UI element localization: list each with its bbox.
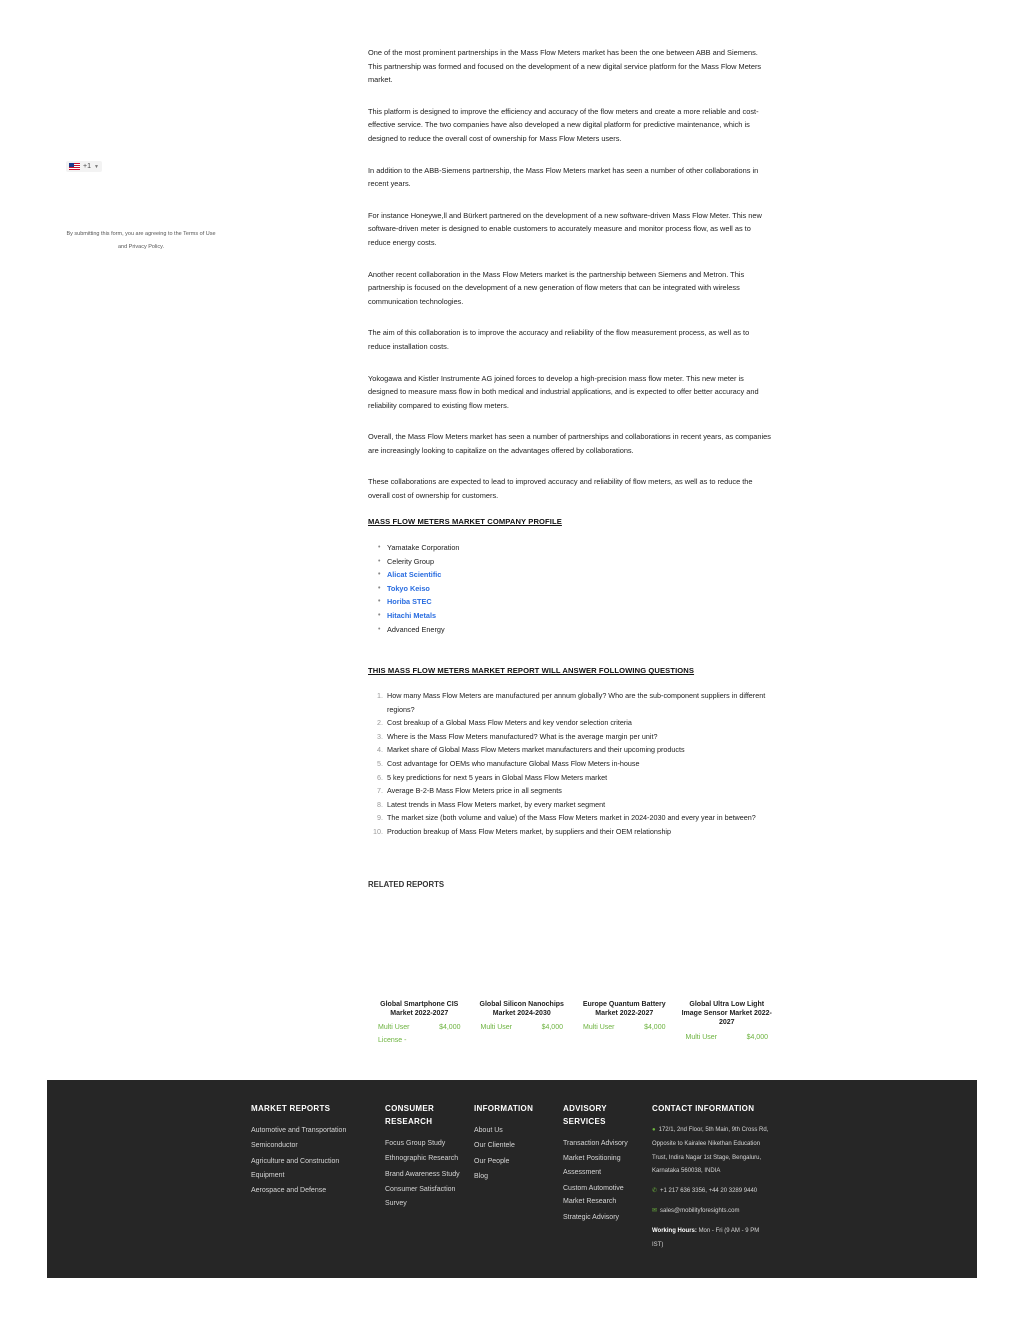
- phone-icon: ✆: [652, 1188, 658, 1195]
- article-body: [368, 46, 772, 521]
- article-paragraph: In addition to the ABB-Siemens partnership, the Mass Flow Meters market has seen a number of other collaborations in recent years.: [368, 165, 759, 189]
- question-item: 3. Where is the Mass Flow Meters manufactured? What is the average margin per unit?: [377, 731, 658, 741]
- article-paragraph: Another recent collaboration in the Mass Flow Meters market is the partnership between Siemens and Metron. This partnership is focused on the development of a new generation of flow meters that can be integrated with wireless communication technologies.: [368, 269, 745, 306]
- footer-heading: ADVISORY SERVICES: [563, 1104, 607, 1126]
- article-paragraph: Overall, the Mass Flow Meters market has seen a number of partnerships and collaborations in recent years, as companies are increasingly looking to capitalize on the advantages offered by collaborations.: [368, 432, 771, 455]
- footer-link[interactable]: Consumer Satisfaction Survey: [385, 1186, 456, 1207]
- question-item: 7. Average B-2-B Mass Flow Meters price in all segments: [377, 786, 562, 796]
- price: $4,000: [746, 1033, 768, 1041]
- phone-code: +1: [83, 163, 91, 170]
- article-paragraph: One of the most prominent partnerships in the Mass Flow Meters market has been the one between ABB and Siemens. This partnership was formed and focused on the development of a new digital service platform for the Mass Flow Meters market.: [368, 48, 762, 85]
- footer-market-reports: [251, 1102, 371, 1199]
- location-pin-icon: ●: [652, 1127, 656, 1133]
- footer-contact: [652, 1102, 772, 1254]
- contact-address: ● 172/1, 2nd Floor, 5th Main, 9th Cross Rd, Opposite to Kairalee Nikethan Education Trust, Indira Nagar 1st Stage, Bengaluru, Karnataka 560038, INDIA: [652, 1127, 769, 1175]
- footer-link[interactable]: Blog: [474, 1173, 489, 1181]
- footer-link[interactable]: Market Positioning Assessment: [563, 1155, 621, 1177]
- company-link[interactable]: • Hitachi Metals: [378, 609, 459, 623]
- related-report-card[interactable]: [368, 1000, 471, 1047]
- contact-email[interactable]: ✉ sales@mobilityforesights.com: [652, 1207, 740, 1214]
- company-profile-heading: MASS FLOW METERS MARKET COMPANY PROFILE: [368, 517, 562, 526]
- question-item: 2. Cost breakup of a Global Mass Flow Meters and key vendor selection criteria: [377, 718, 632, 728]
- license-label: Multi User: [583, 1024, 615, 1032]
- company-item: • Advanced Energy: [378, 623, 459, 637]
- question-item: 6. 5 key predictions for next 5 years in Global Mass Flow Meters market: [377, 772, 608, 782]
- us-flag-icon: [69, 163, 80, 170]
- footer-link[interactable]: Automotive and Transportation: [251, 1127, 347, 1134]
- footer-link[interactable]: Brand Awareness Study: [385, 1170, 460, 1178]
- company-item: • Celerity Group: [378, 555, 459, 569]
- footer-link[interactable]: Custom Automotive Market Research: [563, 1184, 624, 1206]
- report-title[interactable]: Global Ultra Low Light Image Sensor Market 2022-2027: [681, 1001, 772, 1027]
- company-item: • Yamatake Corporation: [378, 541, 459, 555]
- contact-phone[interactable]: ✆ +1 217 636 3356, +44 20 3289 9440: [652, 1188, 758, 1195]
- related-report-card[interactable]: [573, 1000, 676, 1047]
- footer-link[interactable]: Focus Group Study: [385, 1140, 446, 1147]
- report-title[interactable]: Europe Quantum Battery Market 2022-2027: [582, 1001, 666, 1018]
- footer-information: [474, 1102, 554, 1186]
- price: $4,000: [439, 1024, 461, 1032]
- related-reports-heading: RELATED REPORTS: [368, 880, 445, 889]
- questions-heading: THIS MASS FLOW METERS MARKET REPORT WILL ANSWER FOLLOWING QUESTIONS: [368, 666, 695, 675]
- footer-link[interactable]: Our Clientele: [474, 1142, 515, 1150]
- footer-heading: CONTACT INFORMATION: [652, 1104, 755, 1113]
- price: $4,000: [541, 1024, 563, 1032]
- question-item: 4. Market share of Global Mass Flow Meters market manufacturers and their upcoming products: [377, 745, 685, 755]
- footer-advisory: [563, 1102, 639, 1226]
- company-link[interactable]: • Horiba STEC: [378, 595, 459, 609]
- footer-heading: INFORMATION: [474, 1104, 534, 1113]
- license-label: Multi User: [480, 1024, 513, 1032]
- related-report-card[interactable]: [676, 1000, 779, 1047]
- article-paragraph: Yokogawa and Kistler Instrumente AG joined forces to develop a high-precision mass flow meter. This new meter is designed to measure mass flow in both medical and industrial applications, and is expected to offer better accuracy and reliability compared to existing flow meters.: [368, 373, 759, 410]
- company-link[interactable]: • Alicat Scientific: [378, 568, 459, 582]
- footer-link[interactable]: Semiconductor: [251, 1142, 298, 1150]
- footer-link[interactable]: About Us: [474, 1127, 503, 1134]
- footer-link[interactable]: Transaction Advisory: [563, 1140, 628, 1147]
- article-paragraph: This platform is designed to improve the efficiency and accuracy of the flow meters and create a more reliable and cost-effective service. The two companies have also developed a new digital platform for predictive maintenance, which is designed to reduce the overall cost of ownership for Mass Flow Meters users.: [368, 106, 759, 143]
- related-reports: [368, 1000, 778, 1047]
- questions-list: [368, 689, 774, 839]
- footer-heading: MARKET REPORTS: [251, 1104, 331, 1113]
- phone-country-selector[interactable]: [66, 161, 102, 172]
- company-link[interactable]: • Tokyo Keiso: [378, 582, 459, 596]
- footer-link[interactable]: Ethnographic Research: [385, 1155, 459, 1163]
- question-item: 5. Cost advantage for OEMs who manufacture Global Mass Flow Meters in-house: [377, 758, 640, 768]
- article-paragraph: The aim of this collaboration is to improve the accuracy and reliability of the flow measurement process, as well as to reduce installation costs.: [368, 328, 750, 351]
- form-consent-text: By submitting this form, you are agreeing to the Terms of Use and Privacy Policy.: [66, 231, 216, 250]
- license-label: Multi User License -: [378, 1024, 410, 1045]
- article-paragraph: For instance Honeywe,ll and Bürkert partnered on the development of a new software-driven Mass Flow Meter. This new software-driven meter is designed to enable customers to accurately measure and monitor process flow, as well as to reduce energy costs.: [368, 210, 762, 247]
- footer-link[interactable]: Strategic Advisory: [563, 1213, 620, 1221]
- footer-link[interactable]: Aerospace and Defense: [251, 1186, 327, 1194]
- footer-heading: CONSUMER RESEARCH: [385, 1104, 435, 1126]
- article-paragraph: These collaborations are expected to lead to improved accuracy and reliability of flow meters, as well as to reduce the overall cost of ownership for customers.: [368, 477, 753, 501]
- question-item: 8. Latest trends in Mass Flow Meters market, by every market segment: [377, 799, 606, 809]
- company-list: [378, 541, 459, 636]
- question-item: 9. The market size (both volume and value) of the Mass Flow Meters market in 2024-2030 and every year in between?: [377, 813, 756, 823]
- price: $4,000: [644, 1024, 666, 1032]
- chevron-down-icon: ▼: [93, 163, 99, 170]
- site-footer: [47, 1080, 977, 1278]
- report-title[interactable]: Global Silicon Nanochips Market 2024-2030: [479, 1001, 564, 1018]
- question-item: 10. Production breakup of Mass Flow Meters market, by suppliers and their OEM relationship: [373, 826, 672, 836]
- footer-link[interactable]: Agriculture and Construction Equipment: [251, 1157, 340, 1179]
- report-title[interactable]: Global Smartphone CIS Market 2022-2027: [380, 1001, 459, 1018]
- footer-consumer-research: [385, 1102, 465, 1212]
- working-hours: Working Hours: Mon - Fri (9 AM - 9 PM IST): [652, 1227, 760, 1248]
- related-report-card[interactable]: [471, 1000, 574, 1047]
- question-item: 1. How many Mass Flow Meters are manufactured per annum globally? Who are the sub-component suppliers in different regions?: [377, 691, 766, 714]
- footer-link[interactable]: Our People: [474, 1157, 510, 1165]
- email-icon: ✉: [652, 1207, 658, 1214]
- license-label: Multi User: [685, 1033, 718, 1041]
